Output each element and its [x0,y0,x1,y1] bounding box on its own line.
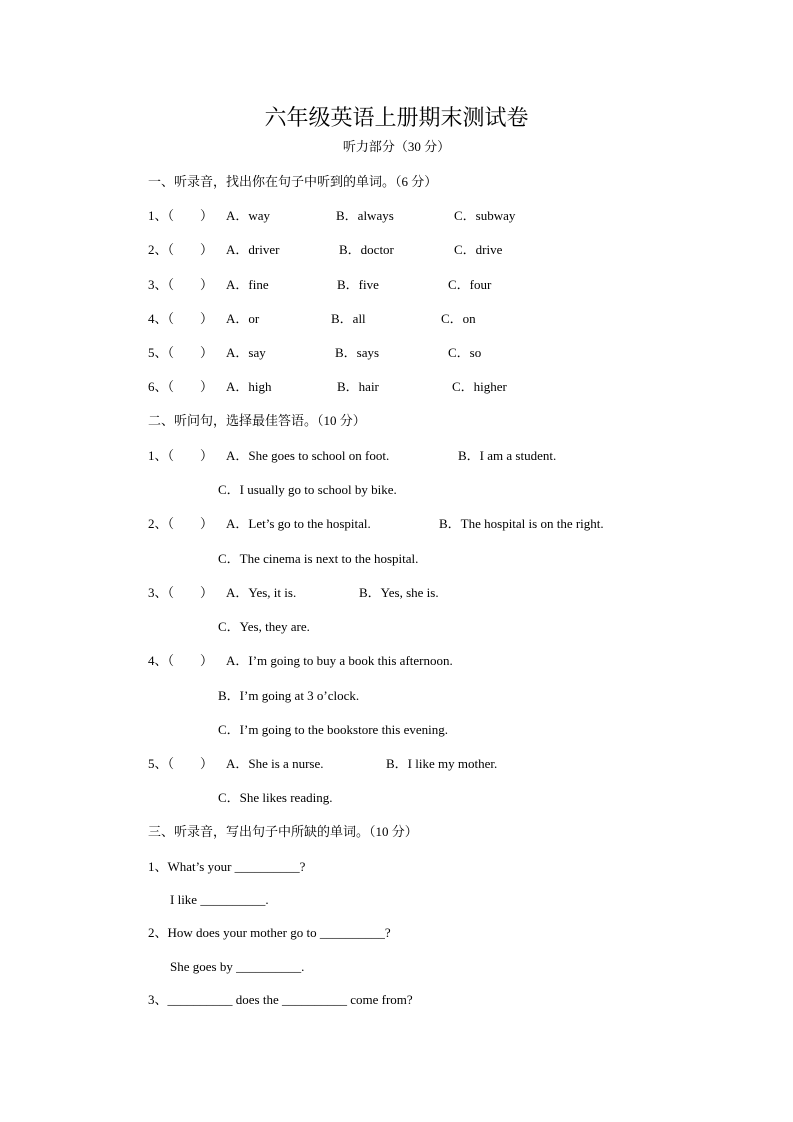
option-b: B．hair [337,379,379,394]
option-a: A．Yes, it is. [226,585,297,600]
option-c: C．four [448,277,492,292]
option-c: C．subway [454,208,516,223]
option-b: B．always [336,208,394,223]
question-number: 4、（ ） [148,653,214,668]
option-b: B．I like my mother. [386,756,498,771]
option-c: C．drive [454,242,503,257]
page-subtitle: 听力部分（30 分） [342,139,451,154]
option-b: B．The hospital is on the right. [439,516,604,531]
option-b: B．all [331,311,366,326]
option-b: B．says [335,345,380,360]
option-c: C．so [448,345,482,360]
s3-line-3: 2、How does your mother go to __________? [148,925,391,940]
option-b: B．Yes, she is. [359,585,439,600]
option-c: C．Yes, they are. [218,619,310,634]
s3-line-5: 3、__________ does the __________ come from? [148,992,413,1007]
option-c: C．She likes reading. [218,790,333,805]
question-number: 3、（ ） [148,277,214,292]
question-number: 3、（ ） [148,585,214,600]
option-a: A．way [226,208,271,223]
option-a: A．fine [226,277,269,292]
question-number: 2、（ ） [148,242,214,257]
question-number: 2、（ ） [148,516,214,531]
option-c: C．I’m going to the bookstore this evening. [218,722,449,737]
option-a: A．Let’s go to the hospital. [226,516,371,531]
option-c: C．I usually go to school by bike. [218,482,397,497]
option-a: A．I’m going to buy a book this afternoon. [226,653,453,668]
s3-line-1: 1、What’s your __________? [148,859,306,874]
option-a: A．She is a nurse. [226,756,324,771]
option-c: C．The cinema is next to the hospital. [218,551,419,566]
section2-heading: 二、听问句，选择最佳答语。（10 分） [148,413,366,428]
option-a: A．high [226,379,272,394]
question-number: 1、（ ） [148,448,214,463]
option-a: A．She goes to school on foot. [226,448,390,463]
option-a: A．or [226,311,260,326]
question-number: 5、（ ） [148,345,214,360]
question-number: 5、（ ） [148,756,214,771]
section1-heading: 一、听录音，找出你在句子中听到的单词。（6 分） [148,174,438,189]
question-number: 4、（ ） [148,311,214,326]
option-a: A．say [226,345,266,360]
question-number: 6、（ ） [148,379,214,394]
section3-heading: 三、听录音，写出句子中所缺的单词。（10 分） [148,824,418,839]
page-title: 六年级英语上册期末测试卷 [264,105,529,130]
option-a: A．driver [226,242,280,257]
s3-line-4: She goes by __________. [170,959,305,974]
option-c: C．higher [452,379,507,394]
option-b: B．five [337,277,379,292]
s3-line-2: I like __________. [170,892,269,907]
option-b: B．I’m going at 3 o’clock. [218,688,360,703]
option-b: B．doctor [339,242,394,257]
option-b: B．I am a student. [458,448,557,463]
question-number: 1、（ ） [148,208,214,223]
option-c: C．on [441,311,476,326]
